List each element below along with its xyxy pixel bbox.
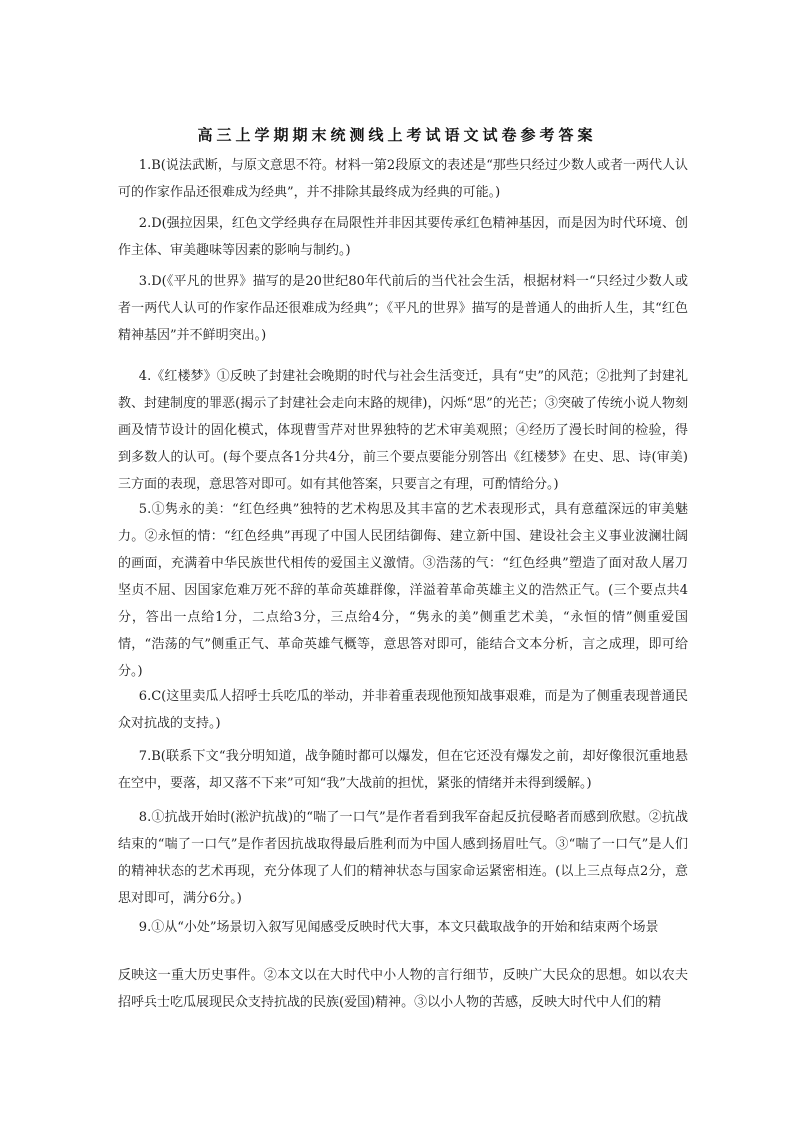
answer-paragraph-8: 8.①抗战开始时(淞沪抗战)的“喘了一口气”是作者看到我军奋起反抗侵略者而感到欣慰。②抗战结束的“喘了一口气”是作者因抗战取得最后胜利而为中国人感到扬眉吐气。③“喘了一口气”是人们的精神状态的艺术再现，充分体现了人们的精神状态与国家命运紧密相连。(以上三点每点2分，意思对即可，满分6分。) — [118, 810, 688, 906]
answer-paragraph-6: 6.C(这里卖瓜人招呼士兵吃瓜的举动，并非着重表现他预知战事艰难，而是为了侧重表现普通民众对抗战的支持。) — [118, 689, 688, 731]
document-title: 高三上学期期末统测线上考试语文试卷参考答案 — [197, 126, 597, 144]
answer-paragraph-1: 1.B(说法武断，与原文意思不符。材料一第2段原文的表述是“那些只经过少数人或者一两代人认可的作家作品还很难成为经典”，并不排除其最终成为经典的可能。) — [118, 158, 688, 200]
answer-paragraph-5: 5.①隽永的美：“红色经典”独特的艺术构思及其丰富的艺术表现形式，具有意蕴深远的审美魅力。②永恒的情：“红色经典”再现了中国人民团结御侮、建立新中国、建设社会主义事业波澜壮阔的画面，充满着中华民族世代相传的爱国主义激情。③浩荡的气：“红色经典”塑造了面对敌人屠刀坚贞不屈、因国家危难万死不辞的革命英雄群像，洋溢着革命英雄主义的浩然正气。(三个要点共4分，答出一点给1分，二点给3分，三点给4分，“隽永的美”侧重艺术美，“永恒的情”侧重爱国情，“浩荡的气”侧重正气、革命英雄气概等，意思答对即可，能结合文本分析，言之成理，即可给分。) — [118, 502, 688, 679]
answer-paragraph-9-continued: 反映这一重大历史事件。②本文以在大时代中小人物的言行细节，反映广大民众的思想。如以农夫招呼兵士吃瓜展现民众支持抗战的民族(爱国)精神。③以小人物的苦感，反映大时代中人们的精 — [118, 968, 688, 1010]
answer-paragraph-2: 2.D(强拉因果，红色文学经典存在局限性并非因其要传承红色精神基因，而是因为时代环境、创作主体、审美趣味等因素的影响与制约。) — [118, 216, 688, 258]
answer-paragraph-9: 9.①从“小处”场景切入叙写见闻感受反映时代大事，本文只截取战争的开始和结束两个场景 — [138, 920, 659, 935]
answer-paragraph-4: 4.《红楼梦》①反映了封建社会晚期的时代与社会生活变迁，具有“史”的风范；②批判了封建礼教、封建制度的罪恶(揭示了封建社会走向末路的规律)，闪烁“思”的光芒；③突破了传统小说人物刻画及情节设计的固化模式，体现曹雪芹对世界独特的艺术审美观照；④经历了漫长时间的检验，得到多数人的认可。(每个要点各1分共4分，前三个要点要能分别答出《红楼梦》在史、思、诗(审美)三方面的表现，意思答对即可。如有其他答案，只要言之有理，可酌情给分。) — [118, 369, 688, 492]
answer-paragraph-7: 7.B(联系下文“我分明知道，战争随时都可以爆发，但在它还没有爆发之前，却好像很沉重地悬在空中，要落，却又落不下来”可知“我”大战前的担忧，紧张的情绪并未得到缓解。) — [118, 749, 688, 791]
answer-paragraph-3: 3.D(《平凡的世界》描写的是20世纪80年代前后的当代社会生活，根据材料一“只经过少数人或者一两代人认可的作家作品还很难成为经典”；《平凡的世界》描写的是普通人的曲折人生，其“红色精神基因”并不鲜明突出。) — [118, 274, 688, 343]
